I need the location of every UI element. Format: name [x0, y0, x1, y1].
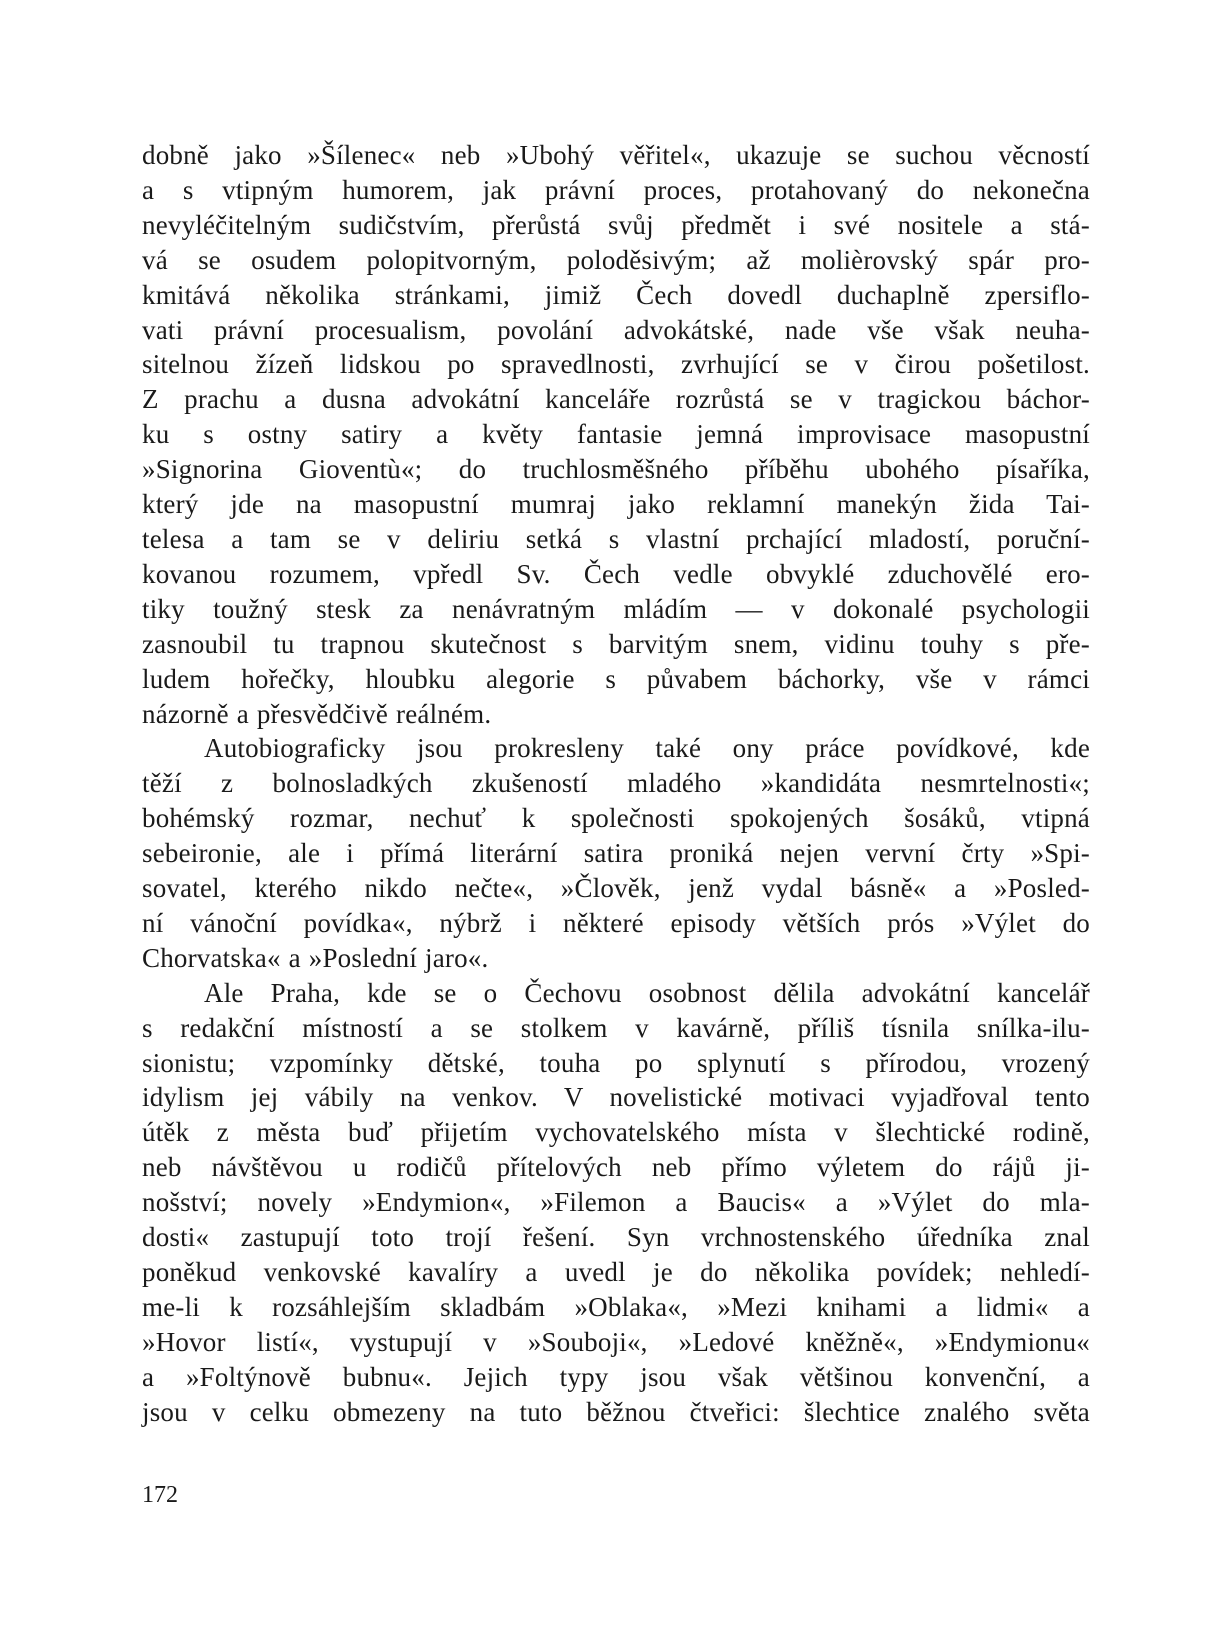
text-line: útěk z města buď přijetím vychovatelského místa v šlechtické rodině, — [142, 1117, 1090, 1148]
text-line: nošství; novely »Endymion«, »Filemon a Baucis« a »Výlet do mla- — [142, 1187, 1090, 1218]
text-line: idylism jej vábily na venkov. V novelistické motivaci vyjadřoval tento — [142, 1082, 1090, 1113]
text-line: sitelnou žízeň lidskou po spravedlnosti, zvrhující se v čirou pošetilost. — [142, 349, 1090, 380]
text-line: nevyléčitelným sudičstvím, přerůstá svůj předmět i své nositele a stá- — [142, 209, 1090, 240]
text-line: těží z bolnosladkých zkušeností mladého »kandidáta nesmrtelnosti«; — [142, 768, 1090, 799]
text-line: neb návštěvou u rodičů přítelových neb přímo výletem do rájů ji- — [142, 1152, 1090, 1183]
text-line: tiky toužný stesk za nenávratným mládím — v dokonalé psychologii — [142, 593, 1090, 624]
text-line: »Signorina Gioventù«; do truchlosměšného příběhu ubohého písaříka, — [142, 454, 1090, 485]
page-number: 172 — [142, 1482, 178, 1508]
text-line: dobně jako »Šílenec« neb »Ubohý věřitel«, ukazuje se suchou věcností — [142, 140, 1090, 170]
text-line: vati právní procesualism, povolání advokátské, nade vše však neuha- — [142, 314, 1090, 345]
paragraph-1 — [142, 138, 1090, 731]
text-line: a »Foltýnově bubnu«. Jejich typy jsou však většinou konvenční, a — [142, 1361, 1090, 1392]
text-line: kmitává několika stránkami, jimiž Čech dovedl duchaplně zpersiflo- — [142, 279, 1090, 310]
text-line: zasnoubil tu trapnou skutečnost s barvitým snem, vidinu touhy s pře- — [142, 628, 1090, 659]
page-body — [142, 138, 1090, 1430]
text-line: Ale Praha, kde se o Čechovu osobnost dělila advokátní kancelář — [204, 977, 1090, 1008]
text-line: jsou v celku obmezeny na tuto běžnou čtveřici: šlechtice znalého světa — [142, 1396, 1090, 1427]
text-line: sovatel, kterého nikdo nečte«, »Člověk, jenž vydal básně« a »Posled- — [142, 873, 1090, 904]
text-line: kovanou rozumem, vpředl Sv. Čech vedle obvyklé zduchovělé ero- — [142, 558, 1090, 589]
text-line: sionistu; vzpomínky dětské, touha po splynutí s přírodou, vrozený — [142, 1047, 1090, 1078]
text-line: s redakční místností a se stolkem v kavárně, příliš tísnila snílka-ilu- — [142, 1012, 1090, 1043]
text-line: Chorvatska« a »Poslední jaro«. — [142, 942, 489, 973]
text-line: vá se osudem polopitvorným, poloděsivým; až molièrovský spár pro- — [142, 244, 1090, 275]
paragraph-2 — [142, 731, 1090, 975]
text-line: me-li k rozsáhlejším skladbám »Oblaka«, »Mezi knihami a lidmi« a — [142, 1291, 1090, 1322]
text-line: ní vánoční povídka«, nýbrž i některé episody větších prós »Výlet do — [142, 907, 1090, 938]
text-line: ludem hořečky, hloubku alegorie s půvabem báchorky, vše v rámci — [142, 663, 1090, 694]
text-line: ku s ostny satiry a květy fantasie jemná improvisace masopustní — [142, 419, 1090, 450]
text-line: Autobiograficky jsou prokresleny také ony práce povídkové, kde — [204, 733, 1090, 764]
paragraph-3 — [142, 976, 1090, 1430]
text-line: sebeironie, ale i přímá literární satira proniká nejen vervní črty »Spi- — [142, 838, 1090, 869]
text-line: názorně a přesvědčivě reálném. — [142, 698, 492, 729]
text-line: bohémský rozmar, nechuť k společnosti spokojených šosáků, vtipná — [142, 803, 1090, 834]
text-line: poněkud venkovské kavalíry a uvedl je do několika povídek; nehledí- — [142, 1257, 1090, 1287]
text-line: telesa a tam se v deliriu setká s vlastní prchající mladostí, poruční- — [142, 523, 1090, 554]
text-line: Z prachu a dusna advokátní kanceláře rozrůstá se v tragickou báchor- — [142, 384, 1090, 415]
text-line: a s vtipným humorem, jak právní proces, protahovaný do nekonečna — [142, 174, 1090, 205]
text-line: »Hovor listí«, vystupují v »Souboji«, »Ledové kněžně«, »Endymionu« — [142, 1326, 1090, 1357]
text-line: který jde na masopustní mumraj jako reklamní manekýn žida Tai- — [142, 489, 1090, 520]
text-line: dosti« zastupují toto trojí řešení. Syn vrchnostenského úředníka znal — [142, 1222, 1090, 1253]
